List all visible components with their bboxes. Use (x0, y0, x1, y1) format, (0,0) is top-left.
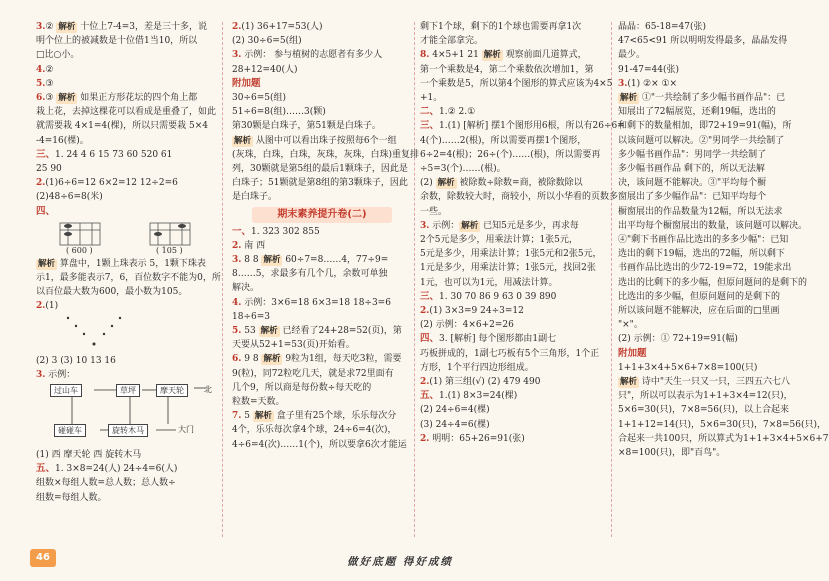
answer-line: 决，该问题不能解决。③"平均每个橱 (618, 178, 767, 189)
answer-line: 出平均每个橱窗展出的数量，该问题可以解决。 (618, 220, 808, 231)
column-divider (414, 22, 415, 537)
answer-line: 合起来一共100只，所以算式为1+1+3×4+5×6+7 (618, 433, 829, 444)
answer-line: (2) 30÷6=5(组) (232, 36, 302, 47)
answer-line: 晶晶：65-18=47(张) (618, 22, 706, 32)
answer-line: 2.(1)6÷6=12 6×2=12 12÷2=6 (36, 178, 178, 189)
section-label: 一、 (232, 225, 252, 237)
answer-line: 8. 4×5+1 21 解析 观察前面几道算式， (420, 50, 587, 61)
item-number: 3. (232, 50, 242, 61)
answer-line: 18÷6=3 (232, 311, 270, 322)
item-number: 2. (36, 178, 46, 189)
answer-line: 3.② 解析 十位上7-4=3，差是三十多，说 (36, 22, 207, 32)
answer-line: 窗展出了多少幅作品"：已知平均每个 (618, 192, 767, 203)
answer-line: 多少幅书画作品"：男同学一共绘制了 (618, 149, 767, 160)
map-roller-coaster: 过山车 (50, 384, 82, 397)
answer-line: 3.(1) ②× ①× (618, 78, 678, 89)
answer-line: 解决。 (232, 283, 260, 294)
section-label: 四、 (420, 333, 440, 345)
answer-line: 书画作品比选出的少72-19=72，19能求出 (618, 263, 792, 274)
col4-block-b (618, 91, 808, 347)
answer-line: 8……5，求最多有几个几，余数可单独 (232, 269, 388, 280)
answer-line: 3. 示例： 参与植树的志愿者有多少人 (232, 50, 383, 61)
answer-line: 栽上花，去掉这棵花可以看成是重叠了，如此 (36, 107, 217, 118)
map-lawn: 草坪 (116, 384, 140, 397)
col4-block-c (618, 361, 829, 460)
section-label: 四、 (36, 205, 56, 217)
answer-line: 4. 示例：3×6=18 6×3=18 18÷3=6 (232, 297, 391, 308)
answer-line: 列，30颗就是第5组的最后1颗珠子，因此是 (232, 164, 408, 175)
analysis-tag: 解析 (38, 258, 56, 269)
answer-line: 1. 323 302 855 (251, 226, 320, 237)
test-banner: 期末素养提升卷(二) (252, 207, 392, 223)
answer-line: 多少幅书画作品 剩下的，所以无法解 (618, 164, 765, 175)
analysis-tag: 解析 (234, 135, 252, 146)
answer-line: 橱窗展出的作品数量为12幅，所以无法求 (618, 206, 783, 217)
abacus-value-left: ( 600 ) (66, 245, 93, 255)
answer-line: (2) 示例：① 72+19=91(幅) (618, 334, 738, 345)
analysis-tag: 解析 (263, 354, 281, 365)
answer-line: 2. 明明：65+26=91(张) (420, 433, 525, 444)
answer-line: +1。 (420, 93, 443, 104)
answer-line: □比○小。 (36, 50, 80, 61)
item-number: 2. (420, 377, 430, 388)
answer-line: ÷5=3(个)……(根)。 (420, 164, 506, 175)
answer-line: 25 90 (36, 164, 62, 175)
analysis-tag: 解析 (483, 50, 501, 61)
answer-line: 才能全部拿完。 (420, 36, 484, 47)
col2-block-b (232, 91, 420, 205)
answer-line: 4÷6=4(次)……1(个)，所以要拿6次才能运 (232, 439, 407, 450)
answer-line: 方形，1个平行四边形组成。 (420, 362, 534, 373)
answer-line: 91-47=44(张) (618, 64, 679, 75)
abacus-value-right: ( 105 ) (156, 245, 183, 255)
section-1 (232, 225, 412, 239)
answer-line: 1元是多少，用乘法计算；1张5元，找回2张 (420, 263, 596, 274)
answer-line: 示1，最多能表示7，6，百位数字不能为0，所 (36, 273, 221, 284)
footer-slogan: 做好底题 得好成绩 (347, 556, 453, 568)
answer-line: 一个乘数是5，所以第4个图形的算式应该为4×5 (420, 78, 613, 89)
item-number: 2. (232, 22, 242, 32)
item-number: 6. (36, 93, 46, 104)
park-map (44, 384, 214, 446)
answer-line: 1.(1) 8×3=24(棵) (439, 391, 518, 402)
item-number: 3. (420, 220, 430, 231)
answer-line: 1.② 2.① (439, 107, 476, 118)
answer-column-4 (618, 20, 829, 460)
item-number: 6. (232, 354, 242, 365)
section-4 (36, 205, 212, 219)
item-number: 4. (36, 64, 46, 75)
analysis-tag: 解析 (254, 411, 272, 422)
answer-line: 第30颗是白珠子，第51颗是白珠子。 (232, 121, 381, 132)
page-number: 46 (30, 549, 56, 567)
answer-line: 1. 30 70 86 9 63 0 39 890 (439, 291, 557, 302)
answer-line: 3. 示例： 解析 已知5元是多少，再求每 (420, 220, 579, 231)
item-number: 4. (232, 297, 242, 308)
answer-line: 6. 9 8 解析 9粒为1组，每天吃3粒，需要 (232, 354, 402, 365)
analysis-tag: 解析 (437, 178, 455, 189)
answer-line: 3. [解析] 每个图形都由1副七 (439, 334, 557, 345)
bonus-title: 附加题 (618, 347, 647, 359)
answer-line: (灰珠，白珠，白珠，灰珠，灰珠，白珠)重复排 (232, 149, 420, 160)
answer-column-1 (36, 20, 221, 505)
item-number: 3. (36, 22, 46, 32)
item-number: 3. (232, 255, 242, 266)
col2-block-c (232, 239, 412, 452)
answer-line: 3. 示例： (36, 369, 76, 380)
answer-line: 3. 8 8 解析 60÷7=8……4，77÷9= (232, 255, 389, 266)
answer-line: 47<65<91 所以明明发得最多，晶晶发得 (618, 36, 788, 47)
map-ferris-wheel: 摩天轮 (156, 384, 188, 397)
section-label: 三、 (420, 120, 440, 132)
answer-line: 巧板拼成的，1副七巧板有5个三角形，1个正 (420, 348, 600, 359)
answer-line: (1) 西 摩天轮 西 旋转木马 (36, 450, 142, 461)
analysis-tag: 解析 (620, 93, 638, 104)
answer-line: 6÷2=4(根)；26÷(个)……(根)，所以需要再 (420, 149, 601, 160)
answer-line: 第一个乘数是4，第二个乘数依次增加1，第 (420, 64, 594, 75)
bonus-title: 附加题 (232, 77, 261, 89)
col3-block-b (420, 134, 619, 290)
answer-line: 2.(1) 第三组(√) (2) 479 490 (420, 377, 541, 388)
col4-block-a (618, 20, 786, 77)
answer-line: 剩下1个球，剩下的1个球也需要再拿1次 (420, 22, 582, 32)
answer-line: 一些。 (420, 206, 448, 217)
answer-line: 就需要栽 4×1=4(棵)，所以只需要栽 5×4 (36, 121, 208, 132)
answer-line: ④"剩下书画作品比选出的多多少幅"：已知 (618, 235, 789, 246)
answer-line: -4=16(棵)。 (36, 135, 89, 146)
item-number: 5. (232, 326, 242, 337)
analysis-tag: 解析 (620, 377, 638, 388)
answer-line: 天要从52+1=53(页)开始看。 (232, 340, 355, 351)
answer-line: 2.(1) 36+17=53(人) (232, 22, 323, 32)
answer-line: 7. 5 解析 盒子里有25个球，乐乐每次分 (232, 411, 397, 422)
answer-line: 组数=每组人数。 (36, 492, 107, 503)
item-number: 2. (420, 433, 430, 444)
answer-line: 是白珠子。 (232, 192, 278, 203)
answer-line: 4个，乐乐每次拿4个球，24÷6=4(次)， (232, 425, 397, 436)
analysis-tag: 解析 (461, 220, 479, 231)
section-label: 三、 (420, 290, 440, 302)
answer-line: 几个9，所以商是每份数÷每天吃的 (232, 382, 372, 393)
abacus-figure (56, 221, 212, 255)
map-gate-label: 大门 (178, 425, 194, 435)
answer-line: 1+1+3×4+5×6+7×8=100(只) (618, 362, 758, 373)
answer-line: 所以该问题不能解决，应在后面的□里画 (618, 306, 780, 317)
answer-line: 5. 53 解析 已经看了24+28=52(页)，第 (232, 326, 402, 337)
answer-line: 解析 诗中"天生一只又一只，三四五六七八 (620, 377, 791, 388)
answer-line: 解析 算盘中，1颗上珠表示 5，1颗下珠表 (38, 258, 206, 269)
answer-line: 解析 从图中可以看出珠子按照每6个一组 (234, 135, 397, 146)
answer-line: (2) 示例：4×6+2=26 (420, 320, 514, 331)
section-5 (420, 389, 606, 403)
tree-diagram (56, 314, 212, 354)
answer-column-3 (420, 20, 625, 446)
item-number: 5. (36, 78, 46, 89)
item-number: 2. (420, 306, 430, 317)
map-bumper-cars: 碰碰车 (54, 424, 86, 437)
section-label: 三、 (36, 148, 56, 160)
answer-line: 1. 3×8=24(人) 24÷4=6(人) (55, 464, 178, 475)
answer-line: 余数，除数较大时，商较小，所以小华看的页数多 (420, 192, 619, 203)
section-3 (420, 119, 625, 133)
section-label: 五、 (420, 390, 440, 402)
answer-line: 28+12=40(人) (232, 64, 298, 75)
col1-block-a (36, 20, 217, 148)
item-number: 3. (36, 369, 46, 380)
answer-line: 组数×每组人数=总人数；总人数÷ (36, 478, 176, 489)
analysis-tag: 解析 (58, 93, 76, 104)
col3-block-a (420, 20, 613, 105)
section-3 (36, 148, 212, 162)
item-number: 7. (232, 411, 242, 422)
answer-line: 6.③ 解析 如果正方形花坛的四个角上都 (36, 93, 198, 104)
answer-line: 最少。 (618, 50, 646, 61)
answer-line: 5×6=30(只)，7×8=56(只)，以上合起来 (618, 405, 790, 416)
column-divider (222, 22, 223, 537)
item-number: 2. (232, 240, 242, 251)
section-label: 五、 (36, 463, 56, 475)
answer-line: 知展出了72幅展览，还剩19幅，选出的 (618, 107, 776, 118)
answer-line: 1.(1) [解析] 摆1个图形用6根，所以有26÷6= (439, 121, 625, 132)
answer-line: 粒数=天数。 (232, 397, 285, 408)
column-divider (611, 22, 612, 537)
item-number: 8. (420, 50, 430, 61)
answer-line: 51÷6=8(组)……3(颗) (232, 107, 326, 118)
section-3b (420, 290, 606, 304)
col1-block-b (36, 257, 221, 314)
col2-block-a (232, 20, 412, 77)
answer-line: ×8=100(只)，即"百鸟"。 (618, 448, 726, 459)
answer-line: 2个5元是多少，用乘法计算；1张5元， (420, 235, 578, 246)
answer-line: 以该问题可以解决。②"男同学一共绘制了 (618, 135, 785, 146)
item-number: 2. (36, 301, 46, 312)
col1-block-c (36, 354, 212, 382)
map-carousel: 旋转木马 (108, 424, 148, 437)
answer-line: 解析 ①"一共绘制了多少幅书画作品"：已 (620, 93, 786, 104)
answer-line: (3) 24÷4=6(棵) (420, 419, 490, 430)
answer-line: 9(粒)，同72粒吃几天，就是求72里面有 (232, 368, 394, 379)
answer-line: 2. 南 西 (232, 240, 266, 251)
answer-line: 5元是多少，用乘法计算；1张5元和2张5元， (420, 249, 602, 260)
answer-line: (2)48÷6=8(米) (36, 192, 103, 203)
answer-line: 1+1+12=14(只)，5×6=30(只)，7×8=56(只)， (618, 419, 827, 430)
answer-line: 2.(1) 3×3=9 24÷3=12 (420, 306, 524, 317)
answer-line: 1. 24 4 6 15 73 60 520 61 (55, 149, 173, 160)
answer-line: 以百位最大数为600，最小数为105。 (36, 287, 188, 298)
answer-line: 选出的剩下19幅，选出的72幅，所以剩下 (618, 249, 785, 260)
answer-line: (2) 3 (3) 10 13 16 (36, 355, 116, 366)
answer-line: 选出的比剩下的多少幅，但原问题问的是剩下的 (618, 277, 808, 288)
analysis-tag: 解析 (260, 326, 278, 337)
analysis-tag: 解析 (58, 22, 76, 32)
section-4 (420, 332, 606, 346)
map-north-label: 北 (204, 385, 212, 395)
answer-line: (2) 解析 被除数÷除数=商，被除数除以 (420, 178, 583, 189)
analysis-tag: 解析 (263, 255, 281, 266)
answer-line: 4.② (36, 64, 54, 75)
answer-line: 比选出的多少幅，但原问题问的是剩下的 (618, 291, 781, 302)
section-label: 二、 (420, 106, 440, 118)
answer-line: 2.(1) (36, 301, 59, 312)
answer-line: 白珠子；51颗就是第8组的第3颗珠子，因此 (232, 178, 408, 189)
item-number: 3. (618, 78, 628, 89)
tree-lines (56, 314, 136, 354)
section-5 (36, 462, 212, 476)
section-2 (420, 105, 606, 119)
answer-line: 明个位上的被减数是十位借1当10，所以 (36, 36, 198, 47)
answer-column-2 (232, 20, 420, 452)
answer-line: 1元，也可以为1元，用减法计算。 (420, 277, 558, 288)
answer-line: 和剩下的数量相加，即72+19=91(幅)，所 (618, 121, 792, 132)
answer-line: 只"，所以可以表示为1+1+3×4=12(只)， (618, 391, 793, 402)
answer-line: "×"。 (618, 320, 643, 331)
answer-line: (2) 24÷6=4(棵) (420, 405, 490, 416)
answer-line: 5.③ (36, 78, 54, 89)
answer-line: 4(个)……2(根)，所以需要再摆1个图形， (420, 135, 587, 146)
answer-line: 30÷6=5(组) (232, 93, 287, 104)
